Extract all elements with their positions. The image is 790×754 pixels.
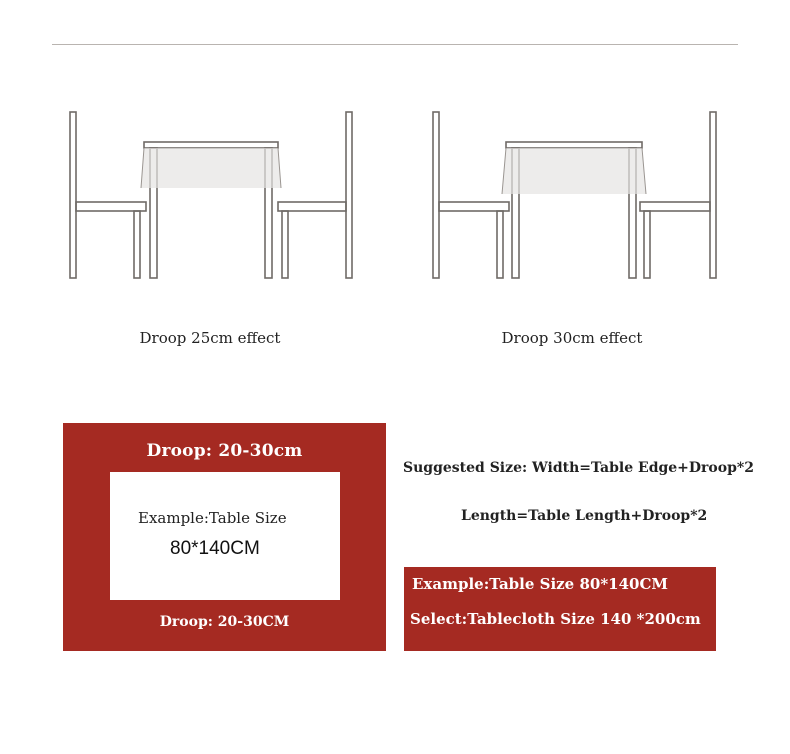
droop-top-label: Droop: 20-30cm xyxy=(146,441,303,461)
width-formula: Suggested Size: Width=Table Edge+Droop*2 xyxy=(403,460,754,476)
droop-size-diagram xyxy=(63,423,386,651)
droop-30cm-illustration xyxy=(426,100,726,290)
top-divider xyxy=(52,44,738,45)
example-selection-box xyxy=(404,567,716,651)
droop-25cm-illustration xyxy=(62,100,362,290)
caption-droop-30: Droop 30cm effect xyxy=(501,329,643,347)
caption-droop-25: Droop 25cm effect xyxy=(139,329,281,347)
example-table-size-label: Example:Table Size xyxy=(138,509,287,527)
table-chairs-drawing-30 xyxy=(426,100,726,290)
length-formula: Length=Table Length+Droop*2 xyxy=(461,508,708,524)
example-table-size-value: 80*140CM xyxy=(170,538,260,559)
droop-bottom-label: Droop: 20-30CM xyxy=(159,614,290,630)
select-tablecloth-size-line: Select:Tablecloth Size 140 *200cm xyxy=(410,610,701,628)
example-table-size-line: Example:Table Size 80*140CM xyxy=(412,575,669,593)
table-chairs-drawing-25 xyxy=(62,100,362,290)
table-area xyxy=(110,472,340,600)
